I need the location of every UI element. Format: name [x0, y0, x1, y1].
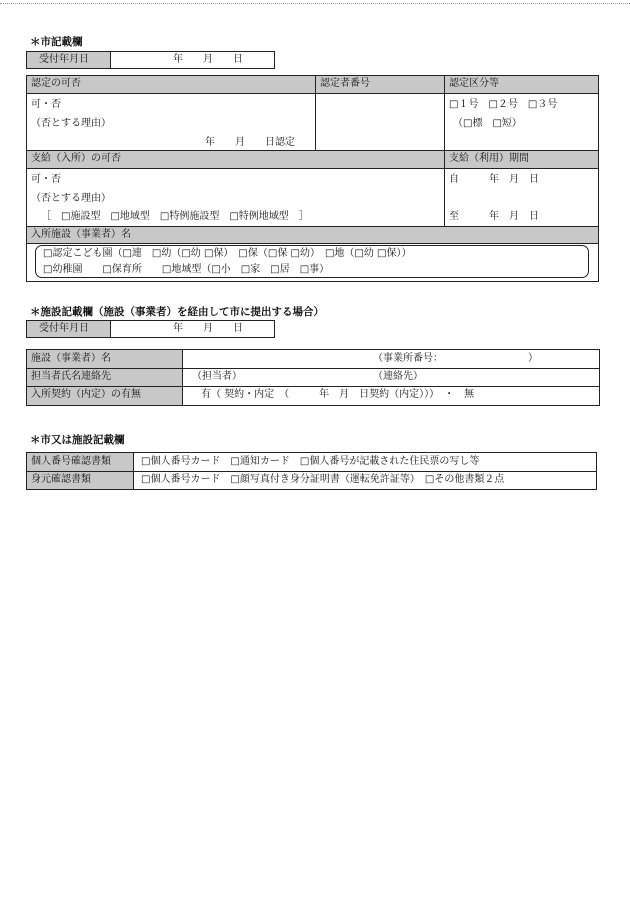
identity-doc-options[interactable]: □個人番号カード □顔写真付き身分証明書（運転免許証等） □その他書類２点 — [141, 474, 505, 485]
nintei-date[interactable]: 年 月 日認定 — [205, 137, 295, 148]
shikyu-period-header: 支給（利用）期間 — [449, 153, 529, 164]
shikyu-types[interactable]: ［ □施設型 □地域型 □特例施設型 □特例地域型 ］ — [41, 211, 309, 222]
nintei-reason-label: （否とする理由） — [31, 118, 111, 129]
contact-phone[interactable]: （連絡先） — [373, 371, 423, 382]
shikyu-header: 支給（入所）の可否 — [31, 153, 121, 164]
section1-receipt-label: 受付年月日 — [27, 52, 111, 68]
facility-line2[interactable]: □幼稚園 □保育所 □地域型（□小 □家 □居 □事） — [43, 264, 330, 275]
contact-person[interactable]: （担当者） — [192, 371, 242, 382]
nintei-number-header: 認定者番号 — [320, 78, 370, 89]
shikyu-period-to[interactable]: 至 年 月 日 — [449, 211, 539, 222]
nintei-status[interactable]: 可・否 — [31, 99, 61, 110]
facility-header: 入所施設（事業者）名 — [31, 229, 131, 240]
facility-record-table — [26, 349, 600, 406]
shikyu-reason-label: （否とする理由） — [31, 193, 111, 204]
section2-title: ＊施設記載欄（施設（事業者）を経由して市に提出する場合） — [30, 306, 324, 318]
mynumber-doc-options[interactable]: □個人番号カード □通知カード □個人番号が記載された住民票の写し等 — [141, 456, 480, 467]
city-record-table — [26, 75, 599, 282]
nintei-kubun-options[interactable]: □１号 □２号 □３号 — [449, 99, 558, 110]
contract-value[interactable]: 有（ 契約・内定 （ 年 月 日契約（内定））） ・ 無 — [201, 389, 475, 400]
section2-receipt-label: 受付年月日 — [27, 321, 111, 337]
id-document-table — [26, 452, 597, 490]
top-dotted-rule — [0, 3, 630, 4]
nintei-header: 認定の可否 — [31, 78, 81, 89]
section1-receipt-date[interactable]: 年 月 日 — [173, 54, 243, 65]
contract-label: 入所契約（内定）の有無 — [31, 389, 141, 400]
section1-title: ＊市記載欄 — [30, 36, 83, 48]
facility-line1[interactable]: □認定こども園（□連 □幼（□幼 □保） □保（□保 □幼） □地（□幼 □保）） — [43, 248, 412, 259]
contact-label: 担当者氏名連絡先 — [31, 371, 111, 382]
table-header-band — [27, 76, 598, 93]
section2-receipt-date[interactable]: 年 月 日 — [173, 323, 243, 334]
nintei-kubun-sub[interactable]: （□標 □短） — [453, 118, 522, 129]
shikyu-period-from[interactable]: 自 年 月 日 — [449, 174, 539, 185]
facility-office-number[interactable]: （事業所番号： ） — [373, 353, 538, 364]
mynumber-doc-label: 個人番号確認書類 — [31, 456, 111, 467]
section1-receipt-box — [26, 51, 275, 69]
nintei-kubun-header: 認定区分等 — [449, 78, 499, 89]
section2-receipt-box — [26, 320, 275, 338]
facility-name-label: 施設（事業者）名 — [31, 353, 111, 364]
shikyu-status[interactable]: 可・否 — [31, 174, 61, 185]
section3-title: ＊市又は施設記載欄 — [30, 434, 125, 446]
identity-doc-label: 身元確認書類 — [31, 474, 91, 485]
